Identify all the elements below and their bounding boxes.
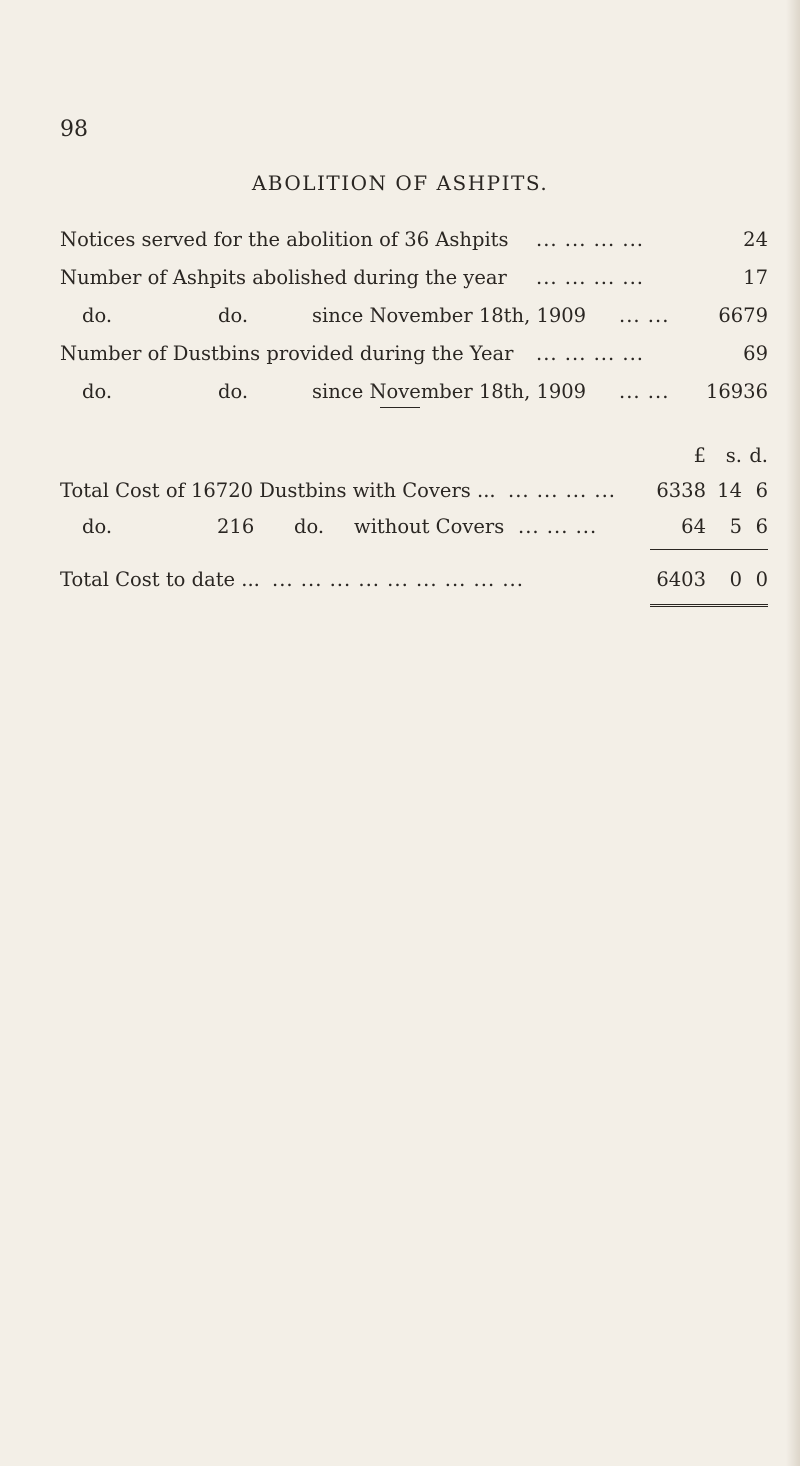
money-columns xyxy=(618,513,768,541)
money-columns xyxy=(618,477,768,505)
pence-value: 0 xyxy=(755,568,768,591)
count-row-notices xyxy=(60,226,768,254)
sum-rule xyxy=(650,549,768,550)
leader-dots: ... ... ... ... xyxy=(508,479,616,502)
row-label: since November 18th, 1909 xyxy=(312,304,587,327)
shillings-value: 14 xyxy=(717,479,742,502)
pounds-header: £ xyxy=(693,444,706,467)
row-value: 16936 xyxy=(705,380,768,403)
pence-header: d. xyxy=(749,444,768,467)
total-row xyxy=(60,566,768,594)
shillings-value: 5 xyxy=(729,515,742,538)
pence-value: 6 xyxy=(755,515,768,538)
leader-dots: ... ... ... xyxy=(518,515,598,538)
total-double-rule xyxy=(650,604,768,607)
page-number: 98 xyxy=(60,117,88,142)
ditto-mark: do. xyxy=(294,515,325,538)
quantity: 216 xyxy=(217,515,255,538)
row-label: Notices served for the abolition of 36 Ashpits xyxy=(60,228,509,251)
total-label: Total Cost to date ... xyxy=(60,568,260,591)
row-label: Total Cost of 16720 Dustbins with Covers ... xyxy=(60,479,496,502)
leader-dots: ... ... ... ... xyxy=(536,266,644,289)
ditto-mark: do. xyxy=(218,304,249,327)
money-columns xyxy=(618,566,768,594)
row-label: without Covers xyxy=(354,515,505,538)
row-label: since November 18th, 1909 xyxy=(312,380,587,403)
shillings-header: s. xyxy=(725,444,742,467)
leader-dots: ... ... ... ... xyxy=(536,342,644,365)
row-label: Number of Dustbins provided during the Year xyxy=(60,342,514,365)
pence-value: 6 xyxy=(755,479,768,502)
row-value: 17 xyxy=(743,266,768,289)
ditto-mark: do. xyxy=(82,380,113,403)
count-row-dustbins-since xyxy=(60,378,768,406)
pounds-value: 6403 xyxy=(656,568,706,591)
count-row-ashpits-since xyxy=(60,302,768,330)
count-row-dustbins-year xyxy=(60,340,768,368)
money-columns xyxy=(618,442,768,470)
pounds-value: 6338 xyxy=(656,479,706,502)
page-edge-shadow xyxy=(786,0,800,1466)
cost-row-without-covers xyxy=(60,513,768,541)
row-value: 69 xyxy=(743,342,768,365)
row-value: 24 xyxy=(743,228,768,251)
shillings-value: 0 xyxy=(729,568,742,591)
money-header-row xyxy=(60,442,768,470)
row-label: Number of Ashpits abolished during the year xyxy=(60,266,507,289)
ditto-mark: do. xyxy=(82,304,113,327)
leader-dots: ... ... xyxy=(619,304,670,327)
ditto-mark: do. xyxy=(218,380,249,403)
leader-dots: ... ... ... ... ... ... ... ... ... xyxy=(272,568,524,591)
row-value: 6679 xyxy=(718,304,768,327)
leader-dots: ... ... ... ... xyxy=(536,228,644,251)
pounds-value: 64 xyxy=(681,515,706,538)
leader-dots: ... ... xyxy=(619,380,670,403)
page-title: ABOLITION OF ASHPITS. xyxy=(251,171,549,195)
count-row-ashpits-year xyxy=(60,264,768,292)
ditto-mark: do. xyxy=(82,515,113,538)
section-divider xyxy=(380,407,420,408)
cost-row-with-covers xyxy=(60,477,768,505)
